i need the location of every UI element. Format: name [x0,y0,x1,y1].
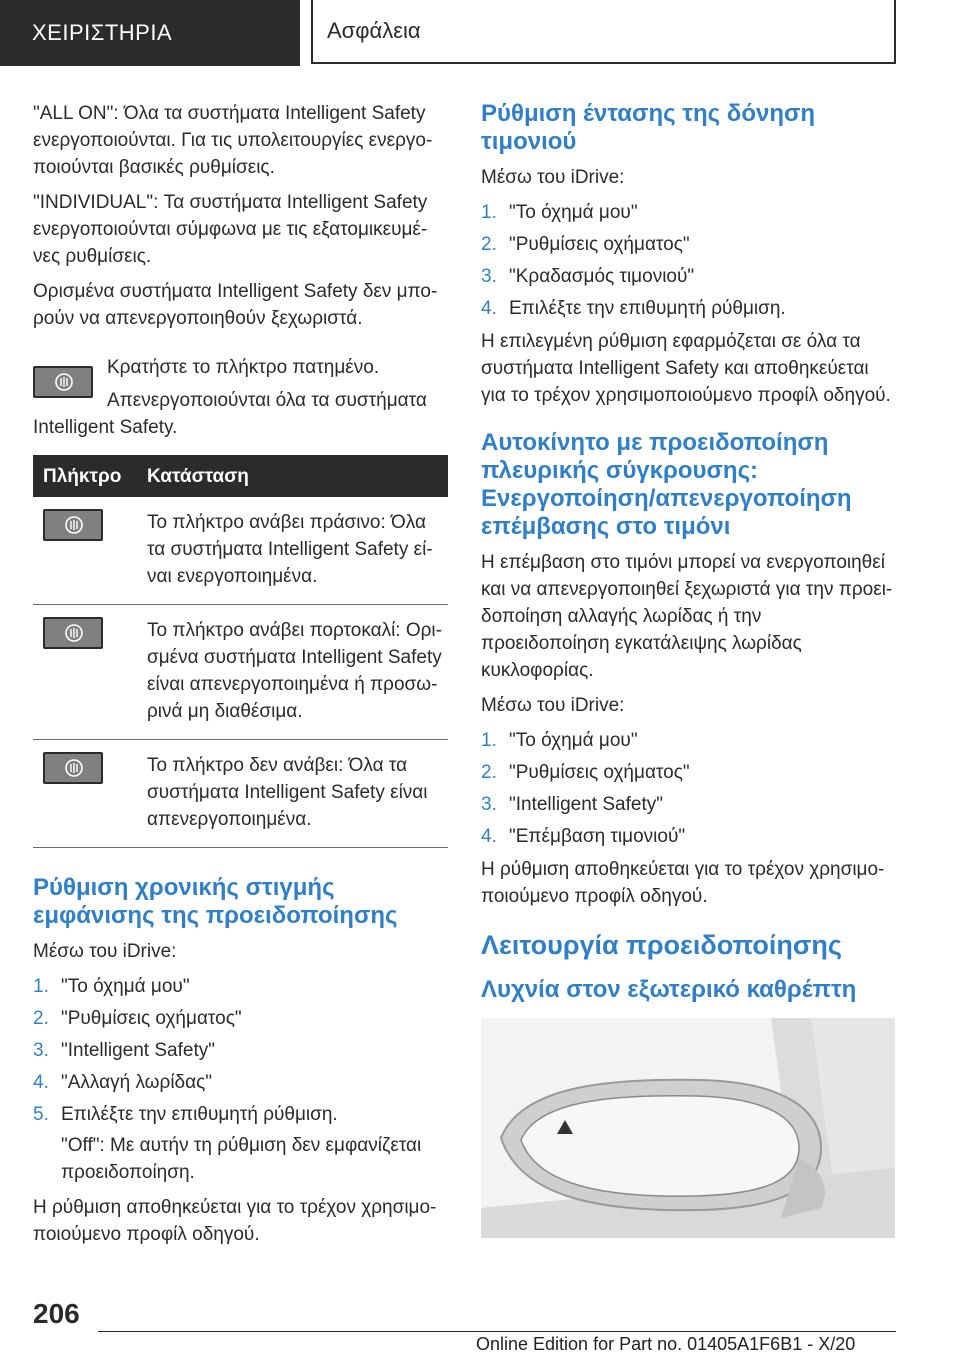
list-item: 5. Επιλέξτε την επιθυμητή ρύθμιση. [33,1104,338,1125]
via-idrive: Μέσω του iDrive: [481,167,625,188]
via-idrive: Μέσω του iDrive: [33,941,177,962]
list-item: 3. "Κραδασμός τιμονιού" [481,266,695,287]
all-on-paragraph: "ALL ON": Όλα τα συστήματα Intelligent Safety ενεργοποιούνται. Για τις υπολειτουργίες ενεργο‐ποιούνται βασικές ρυθμίσεις. [33,103,433,178]
button-off-icon [43,752,103,784]
vibration-steps [481,199,895,322]
list-item: 2. "Ρυθμίσεις οχήματος" [481,234,690,255]
hold-line-1: Κρατήστε το πλήκτρο πατημένο. [107,357,380,378]
list-item: 2. "Ρυθμίσεις οχήματος" [33,1008,242,1029]
heading-mirror-light: Λυχνία στον εξωτερικό καθρέπτη [481,976,857,1003]
side-mirror-illustration [481,1018,895,1238]
table-header-button: Πλήκτρο [33,455,147,497]
chapter-tab: ΧΕΙΡΙΣΤΗΡΙΑ [0,0,300,66]
list-item: 1. "Το όχημά μου" [481,730,638,751]
heading-warning-function: Λειτουργία προειδοποίησης [481,930,842,960]
table-cell-status: Το πλήκτρο ανάβει πορτοκαλί: Ορι‐σμένα συστήματα Intelligent Safety είναι απενεργοποιημένα ή προσω‐ρινά μη διαθέσιμα. [147,605,448,740]
off-note: "Off": Με αυτήν τη ρύθμιση δεν εμφανίζεται προειδοποίηση. [61,1135,422,1183]
button-orange-icon [43,617,103,649]
list-item: 4. "Αλλαγή λωρίδας" [33,1072,212,1093]
heading-vibration: Ρύθμιση έντασης της δόνηση τιμονιού [481,100,816,155]
heading-steering-intervention: Αυτοκίνητο με προειδοποίηση πλευρικής σύγκρουσης: Ενεργοποίηση/απενεργοποίηση επέμβασης στο τιμόνι [481,429,852,540]
saved-note: Η ρύθμιση αποθηκεύεται για το τρέχον χρησιμο‐ποιούμενο προφίλ οδηγού. [481,859,885,907]
table-row [33,497,448,605]
footer-edition: Online Edition for Part no. 01405A1F6B1 - X/20 [476,1334,856,1354]
button-status-table [33,455,448,848]
list-item: 4. "Επέμβαση τιμονιού" [481,826,686,847]
table-row [33,605,448,740]
steering-steps [481,727,895,850]
button-green-icon [43,509,103,541]
list-item: 1. "Το όχημά μου" [481,202,638,223]
footer-divider [98,1331,896,1332]
note-paragraph: Ορισμένα συστήματα Intelligent Safety δεν μπο‐ρούν να απενεργοποιηθούν ξεχωριστά. [33,281,438,329]
list-item: 4. Επιλέξτε την επιθυμητή ρύθμιση. [481,298,786,319]
list-item: 2. "Ρυθμίσεις οχήματος" [481,762,690,783]
list-item: 3. "Intelligent Safety" [33,1040,215,1061]
via-idrive-2: Μέσω του iDrive: [481,695,625,716]
table-row [33,740,448,848]
applied-note: Η επιλεγμένη ρύθμιση εφαρμόζεται σε όλα τα συστήματα Intelligent Safety και αποθηκεύεται για το τρέχον χρησιμοποιούμενο προφίλ οδηγού. [481,331,891,406]
table-cell-status: Το πλήκτρο ανάβει πράσινο: Όλα τα συστήματα Intelligent Safety εί‐ναι ενεργοποιημένα. [147,497,448,605]
hold-line-2: Απενεργοποιούνται όλα τα συστήματα Intelligent Safety. [33,390,427,438]
individual-paragraph: "INDIVIDUAL": Τα συστήματα Intelligent Safety ενεργοποιούνται σύμφωνα με τις εξατομικευμέ‐νες ρυθμίσεις. [33,192,428,267]
list-item: 3. "Intelligent Safety" [481,794,663,815]
saved-note: Η ρύθμιση αποθηκεύεται για το τρέχον χρησιμο‐ποιούμενο προφίλ οδηγού. [33,1197,437,1245]
page-number: 206 [33,1298,80,1329]
intelligent-safety-button-icon [33,366,93,398]
heading-warning-timing: Ρύθμιση χρονικής στιγμής εμφάνισης της προειδοποίησης [33,874,398,929]
list-item: 1. "Το όχημά μου" [33,976,190,997]
table-cell-status: Το πλήκτρο δεν ανάβει: Όλα τα συστήματα Intelligent Safety είναι απενεργοποιημένα. [147,740,448,848]
hold-button-instruction [33,354,448,381]
timing-steps [33,973,448,1128]
right-column [481,100,895,1238]
steering-paragraph: Η επέμβαση στο τιμόνι μπορεί να ενεργοποιηθεί και να απενεργοποιηθεί ξεχωριστά για την προει‐δοποίηση αλλαγής λωρίδας ή την προειδοποίηση εγκατάλειψης λωρίδας κυκλοφορίας. [481,552,893,681]
section-tab: Ασφάλεια [311,0,896,64]
mirror-drawing [481,1018,895,1238]
page-header [0,0,960,66]
left-column [33,100,448,1256]
table-header-status: Κατάσταση [147,455,448,497]
